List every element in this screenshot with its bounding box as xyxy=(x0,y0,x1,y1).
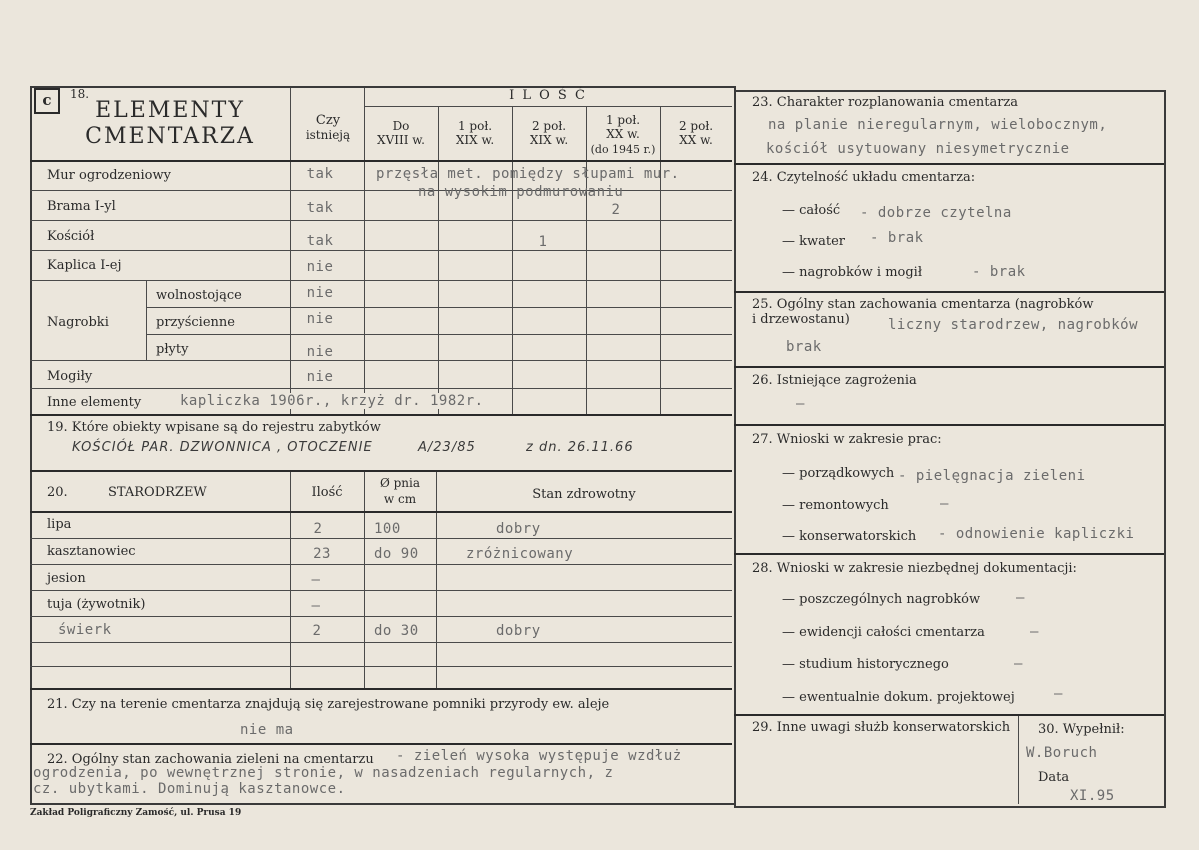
tree-5-pien: do 30 xyxy=(374,623,419,639)
data-value: XI.95 xyxy=(1070,788,1115,804)
section-28-label: 28. Wnioski w zakresie niezbędnej dokumentacji: xyxy=(752,561,1077,576)
row-line-22-top xyxy=(30,743,732,745)
row-line-5 xyxy=(146,307,732,308)
element-plyty-czy: nie xyxy=(306,344,334,360)
section-22-value-2: ogrodzenia, po wewnętrznej stronie, w nasadzeniach regularnych, z xyxy=(33,765,614,781)
section-22-label: 22. Ogólny stan zachowania zieleni na cmentarzu xyxy=(47,752,374,767)
period-4-l2: XX w. xyxy=(606,127,640,141)
tree-2-pien: do 90 xyxy=(374,546,419,562)
tree-5-ilosc: 2 xyxy=(312,623,322,639)
s27-konserwatorskich-value: - odnowienie kapliczki xyxy=(938,526,1135,542)
element-przyscienne-czy: nie xyxy=(306,311,334,327)
period-5-l2: XX w. xyxy=(679,133,713,147)
section-18-title-line1: ELEMENTY xyxy=(95,98,245,123)
s28-ewidencji-label: — ewidencji całości cmentarza xyxy=(782,625,985,640)
section-letter-box: c xyxy=(34,88,60,114)
section-18-title-line2: CMENTARZA xyxy=(85,124,255,149)
row-line-4 xyxy=(30,280,732,281)
element-inne-label: Inne elementy xyxy=(47,395,142,410)
s20-header-bottom xyxy=(30,511,732,513)
s29-s30-divider xyxy=(1018,716,1019,804)
section-30-value: W.Boruch xyxy=(1026,745,1098,761)
grid-vline-p2 xyxy=(438,106,439,414)
grid-vline-czy xyxy=(290,88,291,414)
period-1-l1: Do xyxy=(392,119,410,133)
period-4-l3: (do 1945 r.) xyxy=(590,143,656,156)
s29-top xyxy=(734,714,1164,716)
nagrobki-label: Nagrobki xyxy=(47,315,109,330)
element-brama-czy: tak xyxy=(306,200,334,216)
ilosc-header: I L O Ś Ć xyxy=(509,88,587,103)
row-line-19-top xyxy=(30,414,732,416)
section-23-label: 23. Charakter rozplanowania cmentarza xyxy=(752,95,1019,110)
kosciol-quantity: 1 xyxy=(538,234,548,250)
section-18-number: 18. xyxy=(70,87,90,101)
row-line-20-top xyxy=(30,470,732,472)
tree-2-ilosc: 23 xyxy=(313,546,331,562)
s24-kwater-label: — kwater xyxy=(782,234,846,249)
section-26-value: — xyxy=(796,396,805,412)
brama-quantity: 2 xyxy=(611,202,621,218)
element-kosciol-czy: tak xyxy=(306,233,334,249)
s25-top xyxy=(734,291,1164,293)
s20-col-pnia-l2: w cm xyxy=(383,492,417,506)
element-kaplica-label: Kaplica I-ej xyxy=(47,258,122,273)
section-25-value-2: brak xyxy=(786,339,822,355)
s27-remontowych-label: — remontowych xyxy=(782,498,889,513)
col-czy-label: Czy xyxy=(315,113,341,128)
tree-1-name: lipa xyxy=(47,517,72,532)
mur-note-line1: przęsła met. pomiędzy słupami mur. xyxy=(376,166,680,182)
row-line-3 xyxy=(30,250,732,251)
row-line-21-top xyxy=(30,688,732,690)
element-wolnostojace-czy: nie xyxy=(306,285,334,301)
s28-ewidencji-value: — xyxy=(1030,624,1039,640)
section-23-value-2: kościół usytuowany niesymetrycznie xyxy=(766,141,1070,157)
section-19-label: 19. Które obiekty wpisane są do rejestru zabytków xyxy=(47,420,381,435)
s27-remontowych-value: — xyxy=(940,496,949,512)
s24-kwater-value: - brak xyxy=(870,230,924,246)
section-22-value-1: - zieleń wysoka występuje wzdłuż xyxy=(396,748,682,764)
grid-hline-header-bottom xyxy=(30,160,732,162)
s28-nagrobkow-label: — poszczególnych nagrobków xyxy=(782,592,981,607)
period-3-l1: 2 poł. xyxy=(531,119,567,133)
section-20-number: 20. xyxy=(47,485,68,500)
section-29-label: 29. Inne uwagi służb konserwatorskich xyxy=(752,720,1011,735)
tree-5-stan: dobry xyxy=(496,623,541,639)
tree-1-ilosc: 2 xyxy=(313,521,323,537)
period-3-l2: XIX w. xyxy=(529,133,569,147)
row-line-8 xyxy=(30,388,732,389)
s20-row-line-1 xyxy=(30,538,732,539)
section-27-label: 27. Wnioski w zakresie prac: xyxy=(752,432,942,447)
s27-porzadkowych-label: — porządkowych xyxy=(782,466,895,481)
grid-vline-p3 xyxy=(512,106,513,414)
section-24-label: 24. Czytelność układu cmentarza: xyxy=(752,170,976,185)
s20-vline-stan xyxy=(436,472,437,688)
period-5-l1: 2 poł. xyxy=(678,119,714,133)
s24-calosc-value: - dobrze czytelna xyxy=(860,205,1012,221)
grid-vline-p5 xyxy=(660,106,661,414)
s20-row-line-2 xyxy=(30,564,732,565)
s20-row-line-3 xyxy=(30,590,732,591)
section-19-registry: A/23/85 xyxy=(418,440,476,455)
s24-nagrobkow-value: - brak xyxy=(972,264,1026,280)
tree-1-pien: 100 xyxy=(374,521,401,537)
section-25-value-1: liczny starodrzew, nagrobków xyxy=(888,317,1139,333)
section-25-label-2: i drzewostanu) xyxy=(752,312,850,327)
row-line-2 xyxy=(30,220,732,221)
element-wolnostojace-label: wolnostojące xyxy=(156,288,242,303)
s27-konserwatorskich-label: — konserwatorskich xyxy=(782,529,917,544)
s27-porzadkowych-value: - pielęgnacja zieleni xyxy=(898,468,1086,484)
grid-vline-nagrobki xyxy=(146,280,147,360)
element-kaplica-czy: nie xyxy=(306,259,334,275)
mur-note-line2: na wysokim podmurowaniu xyxy=(418,184,624,200)
section-20-title: STARODRZEW xyxy=(108,485,207,500)
row-line-7 xyxy=(30,360,732,361)
s20-row-line-4 xyxy=(30,616,732,617)
element-mur-czy: tak xyxy=(306,166,334,182)
s28-projektowej-value: — xyxy=(1054,686,1063,702)
s27-top xyxy=(734,424,1164,426)
inne-elementy-value: kapliczka 1906r., krzyż dr. 1982r. xyxy=(180,393,484,409)
s24-top xyxy=(734,163,1164,165)
s26-top xyxy=(734,366,1164,368)
s20-row-line-6 xyxy=(30,666,732,667)
element-mogily-label: Mogiły xyxy=(47,369,93,384)
period-1-l2: XVIII w. xyxy=(377,133,425,147)
section-30-label: 30. Wypełnił: xyxy=(1038,722,1125,737)
s28-top xyxy=(734,553,1164,555)
element-brama-label: Brama I-yl xyxy=(47,199,116,214)
element-przyscienne-label: przyścienne xyxy=(156,315,235,330)
section-22-value-3: cz. ubytkami. Dominują kasztanowce. xyxy=(33,781,346,797)
tree-1-stan: dobry xyxy=(496,521,541,537)
data-label: Data xyxy=(1038,770,1070,785)
s20-col-pnia-l1: Ø pnia xyxy=(379,476,421,490)
section-23-value-1: na planie nieregularnym, wielobocznym, xyxy=(768,117,1108,133)
section-19-value: KOŚCIÓŁ PAR. DZWONNICA , OTOCZENIE xyxy=(72,440,373,455)
section-21-label: 21. Czy na terenie cmentarza znajdują się zarejestrowane pomniki przyrody ew. aleje xyxy=(47,697,610,712)
row-line-1 xyxy=(30,190,732,191)
element-mogily-czy: nie xyxy=(306,369,334,385)
s28-studium-label: — studium historycznego xyxy=(782,657,949,672)
col-istnieja-label: istnieją xyxy=(305,128,351,142)
s24-nagrobkow-label: — nagrobków i mogił xyxy=(782,265,923,280)
section-25-label-1: 25. Ogólny stan zachowania cmentarza (nagrobków xyxy=(752,297,1094,312)
section-21-value: nie ma xyxy=(240,722,294,738)
s24-calosc-label: — całość xyxy=(782,203,841,218)
section-19-date: z dn. 26.11.66 xyxy=(526,440,634,455)
period-2-l1: 1 poł. xyxy=(457,119,493,133)
s28-studium-value: — xyxy=(1014,656,1023,672)
element-kosciol-label: Kościół xyxy=(47,229,95,244)
section-26-label: 26. Istniejące zagrożenia xyxy=(752,373,917,388)
period-4-l1: 1 poł. xyxy=(605,113,641,127)
s20-row-line-5 xyxy=(30,642,732,643)
tree-4-ilosc: – xyxy=(311,598,321,614)
tree-2-name: kasztanowiec xyxy=(47,544,136,559)
tree-3-name: jesion xyxy=(47,571,86,586)
s28-projektowej-label: — ewentualnie dokum. projektowej xyxy=(782,690,1015,705)
s28-nagrobkow-value: — xyxy=(1016,590,1025,606)
s20-col-stan: Stan zdrowotny xyxy=(532,487,636,502)
row-line-6 xyxy=(146,334,732,335)
tree-4-name: tuja (żywotnik) xyxy=(47,597,146,612)
tree-5-name: świerk xyxy=(58,622,112,638)
grid-hline-ilosc xyxy=(364,106,732,107)
period-2-l2: XIX w. xyxy=(455,133,495,147)
element-plyty-label: płyty xyxy=(156,342,189,357)
s20-col-ilosc: Ilość xyxy=(311,485,343,500)
printer-footer: Zakład Poligraficzny Zamość, ul. Prusa 19 xyxy=(30,808,242,818)
element-mur-label: Mur ogrodzeniowy xyxy=(47,168,171,183)
tree-3-ilosc: – xyxy=(311,572,321,588)
tree-2-stan: zróżnicowany xyxy=(466,546,574,562)
